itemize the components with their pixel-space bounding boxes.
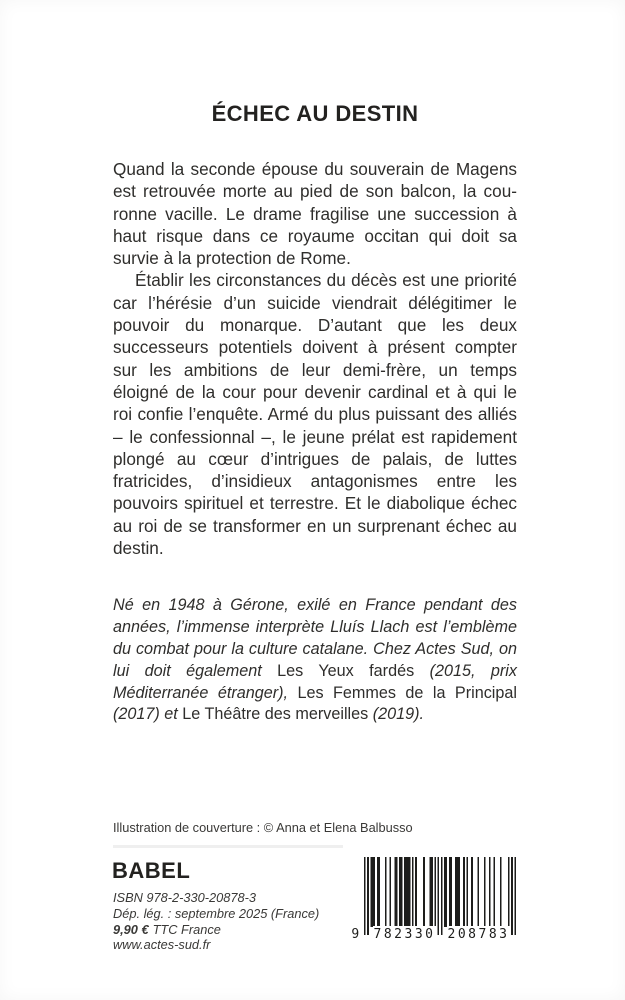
barcode [350, 857, 520, 949]
bio-book-title: Les Yeux fardés [277, 661, 430, 680]
barcode-digit-lead: 9 [351, 927, 362, 942]
bio-book-title: Les Femmes de la Principal [297, 683, 517, 702]
publisher-website: www.actes-sud.fr [113, 937, 211, 953]
cover-illustration-credit: Illustration de couverture : © Anna et Elena Balbusso [113, 820, 413, 835]
bio-book-title: Le Théâtre des merveilles [182, 705, 373, 724]
author-bio [113, 595, 517, 726]
legal-deposit-line: Dép. lég. : septembre 2025 (France) [113, 905, 320, 921]
synopsis-paragraph-1: Quand la seconde épouse du souverain de Magens est retrouvée morte au pied de son balcon, la couronne vacille. Le drame fragilise une succession à haut risque dans ce royaume occitan qui doit sa survie à la protection de Rome. [113, 159, 517, 269]
barcode-bars [364, 857, 516, 935]
divider-rule [113, 845, 343, 848]
isbn-line: ISBN 978-2-330-20878-3 [113, 890, 256, 905]
price-line [113, 922, 319, 938]
synopsis-paragraph-2: Établir les circonstances du décès est une priorité car l’hérésie d’un suicide viendrait délégitimer le pouvoir du monarque. D’autant que les deux successeurs potentiels doivent à présent compter sur les ambitions de leur demi-frère, un temps éloigné de la cour pour devenir cardinal et à qui le roi confie l’enquête. Armé du plus puissant des alliés – le confessionnal –, le jeune prélat est rapidement plongé au cœur d’intrigues de palais, de luttes fratricides, d’insidieux antagonismes entre les pouvoirs spirituel et terrestre. Et le diabolique échec au roi de se transformer en un surprenant échec au destin. [113, 270, 517, 559]
bio-segment: (2019). [372, 705, 425, 724]
page-title: ÉCHEC AU DESTIN [211, 101, 419, 126]
bio-segment: (2015, prix Méditerranée étranger), [113, 661, 517, 702]
bio-segment: Né en 1948 à Gérone, exilé en France pendant des années, l’immense interprète Lluís Llach est l’emblème du combat pour la culture catalane. Chez Actes Sud, on lui doit également [113, 596, 517, 680]
imprint-logo-babel: BABEL [112, 858, 191, 883]
publication-info [113, 890, 319, 953]
cover-text-block [113, 101, 517, 726]
barcode-digit-group1: 782330 [373, 927, 436, 942]
price-suffix: TTC France [152, 921, 221, 937]
price-value: 9,90 € [113, 921, 149, 937]
barcode-digit-group2: 208783 [447, 927, 510, 942]
bio-segment: (2017) et [113, 705, 183, 724]
